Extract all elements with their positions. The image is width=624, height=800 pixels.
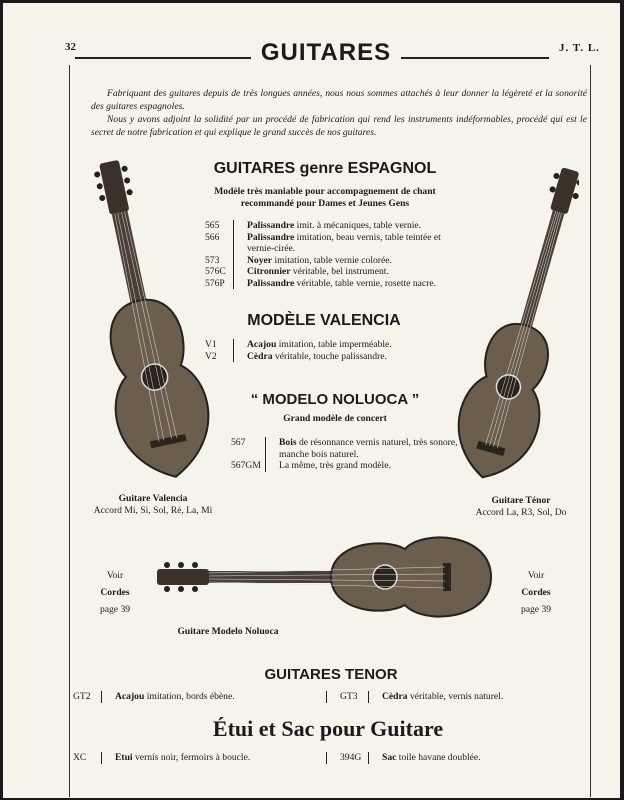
- list-item: [231, 437, 463, 460]
- tenor-item-left: [73, 691, 323, 703]
- tenor-item-right: [326, 691, 576, 703]
- item-wood: Citronnier: [247, 266, 291, 277]
- valencia-caption: [73, 493, 233, 517]
- noluoca-subheading: Grand modèle de concert: [283, 413, 387, 424]
- item-description: [247, 351, 387, 363]
- caption-title: Guitare Ténor: [491, 495, 551, 506]
- item-description: [247, 220, 421, 232]
- item-description: [247, 232, 465, 255]
- item-detail: imitation, beau vernis, table teintée et vernie-cirée.: [247, 231, 441, 254]
- item-description: [382, 691, 503, 703]
- item-code: 567: [231, 437, 246, 448]
- item-detail: vernis noir, fermoirs à boucle.: [132, 752, 251, 763]
- noluoca-caption: Guitare Modelo Noluoca: [177, 626, 279, 637]
- list-item: [205, 266, 465, 278]
- item-description: [115, 691, 235, 703]
- item-code: 567GM: [231, 460, 261, 471]
- item-description: [115, 752, 250, 764]
- caption-title: Guitare Valencia: [118, 493, 188, 504]
- espagnol-heading: GUITARES genre ESPAGNOL: [213, 160, 437, 177]
- item-wood: Acajou: [115, 691, 145, 702]
- item-description: [247, 339, 392, 351]
- caption-tuning: Accord Mi, Si, Sol, Ré, La, Mi: [93, 505, 213, 516]
- item-wood: Etui: [115, 752, 133, 763]
- intro-text: [91, 87, 587, 139]
- header-rule-left: [75, 57, 251, 59]
- item-code: 576C: [205, 266, 226, 277]
- etui-item-left: [73, 752, 323, 764]
- valencia-price-list: [205, 339, 445, 362]
- item-detail: imitation, table vernie colorée.: [272, 254, 392, 266]
- item-wood: Cèdra: [247, 350, 273, 362]
- intro-paragraph: Fabriquant des guitares depuis de très longues années, nous nous sommes attachés à leur donner la légèreté et la sonorité des guitares espagnoles.: [91, 88, 587, 112]
- item-description: [247, 278, 436, 290]
- item-code: 576P: [205, 277, 225, 289]
- list-item: [205, 278, 465, 290]
- item-wood: Palissandre: [247, 277, 295, 289]
- item-wood: Palissandre: [247, 220, 295, 231]
- item-detail: véritable, bel instrument.: [290, 266, 389, 277]
- item-wood: Sac: [382, 752, 397, 763]
- espagnol-price-list: [205, 220, 465, 289]
- item-code: 394G: [340, 752, 362, 763]
- item-code: 573: [205, 254, 220, 266]
- etui-heading: Étui et Sac pour Guitare: [212, 716, 444, 741]
- list-item: [231, 460, 463, 472]
- voir-cordes-right: Voir Cordes page 39: [520, 570, 552, 615]
- item-detail: véritable, table vernie, rosette nacre.: [294, 277, 436, 289]
- tenor-heading: GUITARES TENOR: [264, 666, 398, 683]
- item-code: V2: [205, 350, 217, 362]
- item-code: GT3: [340, 691, 358, 702]
- item-code: 565: [205, 220, 220, 231]
- list-item: [205, 232, 465, 255]
- valencia-heading: MODÈLE VALENCIA: [247, 312, 401, 329]
- tenor-caption: [459, 495, 583, 519]
- list-item: [205, 255, 465, 267]
- item-detail: véritable, vernis naturel.: [407, 691, 504, 702]
- item-wood: Cèdra: [382, 691, 408, 702]
- espagnol-subheading: [197, 186, 453, 210]
- page-title: GUITARES: [260, 39, 392, 66]
- item-code: GT2: [73, 691, 91, 702]
- item-detail: imit. à mécaniques, table vernie.: [294, 220, 422, 231]
- intro-paragraph: Nous y avons adjoint la solidité par un procédé de fabrication qui rend les instruments indéformables, procédé qui est le secret de notre fabrication et qui explique le grand succès de nos guitares.: [91, 114, 587, 138]
- item-description: [382, 752, 481, 764]
- noluoca-heading: “ MODELO NOLUOCA ”: [250, 391, 420, 408]
- item-detail: toile havane doublée.: [396, 752, 481, 763]
- item-description: [247, 266, 389, 278]
- item-code: 566: [205, 231, 220, 243]
- item-description: [279, 460, 391, 472]
- item-detail: La même, très grand modèle.: [279, 460, 391, 471]
- etui-item-right: [326, 752, 576, 764]
- list-item: [205, 339, 445, 351]
- caption-tuning: Accord La, R3, Sol, Do: [475, 507, 567, 518]
- item-description: [247, 255, 392, 267]
- page-number: 32: [65, 41, 76, 53]
- espagnol-subheading-line: Modèle très maniable pour accompagnement de chant: [214, 186, 436, 197]
- noluoca-price-list: [231, 437, 463, 472]
- item-wood: Bois: [279, 437, 297, 448]
- item-detail: imitation, bords ébène.: [144, 691, 235, 702]
- item-wood: Acajou: [247, 339, 277, 350]
- item-code: XC: [73, 752, 87, 763]
- item-detail: de résonnance vernis naturel, très sonore, manche bois naturel.: [279, 437, 458, 460]
- item-wood: Noyer: [247, 254, 273, 266]
- publisher-mark: J. T. L.: [559, 42, 600, 54]
- list-item: [205, 220, 465, 232]
- item-detail: véritable, touche palissandre.: [272, 350, 387, 362]
- voir-cordes-left: Voir Cordes page 39: [99, 570, 131, 615]
- item-wood: Palissandre: [247, 231, 295, 243]
- item-detail: imitation, table imperméable.: [276, 339, 392, 350]
- header-rule-right: [401, 57, 549, 59]
- espagnol-subheading-line: recommandé pour Dames et Jeunes Gens: [240, 198, 410, 209]
- catalog-page: [3, 3, 620, 798]
- list-item: [205, 351, 445, 363]
- noluoca-guitar-illustration: [153, 529, 495, 621]
- item-code: V1: [205, 339, 217, 350]
- item-description: [279, 437, 463, 460]
